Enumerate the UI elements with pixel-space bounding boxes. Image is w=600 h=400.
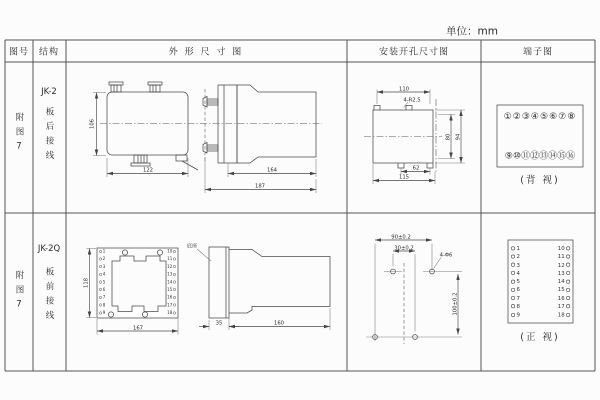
- terminal-row: [511, 278, 570, 284]
- terminal-number: 8: [516, 303, 520, 310]
- row2-wiring: 板前接线: [44, 267, 54, 325]
- row1-figure-no: 附图7: [14, 112, 24, 158]
- dim-width-122: 122: [142, 167, 153, 173]
- terminal-dot: [511, 263, 515, 267]
- header-figure-no: 图号: [8, 47, 30, 58]
- terminal-dot: [566, 304, 570, 308]
- terminal-dot: [566, 313, 570, 317]
- terminal-dot: [566, 271, 570, 275]
- terminal-dot: [173, 257, 176, 260]
- terminal-row-bottom: ⑨⑩⑪⑫⑬⑭⑮⑯: [504, 151, 576, 162]
- terminal-number: 3: [516, 261, 520, 268]
- terminal-dot: [99, 296, 102, 299]
- jk2-side-view: [203, 85, 316, 193]
- terminal-dot: [511, 279, 515, 283]
- dim-height-106: 106: [88, 118, 95, 130]
- terminal-item: [99, 311, 112, 316]
- terminal-dot: [511, 313, 515, 317]
- front-terminal-column-left: [99, 249, 112, 315]
- slot-note-4-r2.5: 4-R2.5: [403, 96, 421, 103]
- terminal-number: 15: [557, 286, 565, 293]
- terminal-dot: [173, 250, 176, 253]
- terminal-dot: [99, 311, 102, 314]
- terminal-row: [511, 270, 570, 276]
- hole-note-4-phi6: 4-Φ6: [439, 251, 453, 258]
- terminal-number: 18: [167, 310, 173, 315]
- dim-depth-164: 164: [266, 167, 278, 173]
- row2-model: JK-2Q: [37, 244, 61, 254]
- terminal-dot: [173, 281, 176, 284]
- terminal-number: 11: [557, 253, 565, 260]
- terminal-item: [157, 264, 176, 269]
- terminal-dot: [173, 304, 176, 307]
- dim-94: 94: [455, 133, 461, 140]
- terminal-number: 7: [102, 295, 106, 300]
- terminal-item: [157, 311, 176, 316]
- dim-90: 90±0.2: [391, 233, 411, 240]
- terminal-item: [157, 280, 176, 285]
- terminal-dot: [99, 273, 102, 276]
- dim-30: 30±0.2: [394, 244, 414, 251]
- terminal-number: 1: [516, 245, 520, 252]
- terminal-item: [99, 272, 112, 277]
- terminal-dot: [511, 254, 515, 258]
- terminal-number: 7: [516, 294, 520, 302]
- terminal-number: 8: [102, 302, 106, 308]
- terminal-number: 9: [516, 311, 520, 318]
- terminal-row: [511, 287, 570, 293]
- terminal-row-top: ①②③④⑤⑥⑦⑧: [503, 112, 577, 122]
- terminal-item: [99, 303, 112, 308]
- view-label-front: (正 视): [520, 332, 560, 343]
- terminal-number: 6: [516, 286, 520, 293]
- terminal-number: 4: [516, 269, 520, 277]
- header-mounting-drawing: 安装开孔尺寸图: [378, 47, 450, 58]
- terminal-number: 1: [102, 249, 106, 254]
- terminal-number: 3: [102, 264, 106, 269]
- terminal-dot: [511, 304, 515, 308]
- terminal-number: 14: [167, 279, 173, 285]
- terminal-number: 16: [557, 294, 565, 302]
- terminal-number: 2: [516, 253, 520, 260]
- terminal-item: [157, 257, 176, 262]
- unit-label: 单位：mm: [446, 25, 498, 38]
- terminal-row: [511, 312, 570, 318]
- terminal-row: [511, 295, 570, 301]
- terminal-dot: [99, 265, 102, 268]
- header-outline-drawing: 外 形 尺 寸 图: [168, 47, 244, 58]
- terminal-number: 15: [167, 287, 173, 292]
- terminal-item: [157, 287, 176, 292]
- dim-80: 80: [445, 133, 451, 140]
- header-terminal-drawing: 端子图: [522, 47, 554, 58]
- terminal-number: 10: [167, 249, 173, 254]
- dim-height-118: 118: [82, 277, 89, 289]
- terminal-dot: [566, 254, 570, 258]
- front-terminal-column-right: [157, 249, 176, 315]
- terminal-dot: [511, 296, 515, 300]
- dim-depth-187: 187: [254, 183, 266, 189]
- terminal-dot: [511, 271, 515, 275]
- terminal-dot: [566, 263, 570, 267]
- dim-width-167: 167: [132, 324, 143, 331]
- terminal-number: 13: [557, 269, 565, 277]
- jk2q-terminal-grid: [511, 245, 570, 318]
- row1-model: JK-2: [41, 87, 57, 97]
- terminal-item: [99, 295, 112, 300]
- terminal-item: [157, 249, 176, 254]
- terminal-item: [99, 287, 112, 292]
- terminal-number: 6: [102, 287, 106, 292]
- jk2-front-view: [93, 82, 322, 177]
- terminal-dot: [173, 265, 176, 268]
- table-grid: [5, 40, 595, 371]
- base-label: 底座: [186, 242, 198, 249]
- terminal-number: 12: [167, 264, 173, 269]
- terminal-number: 17: [167, 302, 173, 308]
- dim-110: 110: [398, 85, 409, 92]
- terminal-dot: [566, 246, 570, 250]
- terminal-item: [99, 264, 112, 269]
- terminal-dot: [99, 288, 102, 291]
- terminal-number: 16: [167, 295, 173, 300]
- terminal-dot: [99, 250, 102, 253]
- terminal-row: [511, 262, 570, 268]
- terminal-dot: [173, 288, 176, 291]
- terminal-number: 18: [557, 311, 565, 318]
- dim-35: 35: [215, 319, 223, 326]
- terminal-dot: [173, 273, 176, 276]
- terminal-item: [99, 257, 112, 262]
- terminal-dot: [566, 296, 570, 300]
- terminal-dot: [99, 257, 102, 260]
- row1-wiring: 板后接线: [44, 107, 54, 165]
- terminal-dot: [566, 288, 570, 292]
- terminal-number: 11: [167, 256, 173, 262]
- terminal-dot: [566, 279, 570, 283]
- terminal-row: [511, 303, 570, 309]
- terminal-number: 2: [102, 256, 106, 262]
- terminal-dot: [99, 304, 102, 307]
- terminal-row: [511, 253, 570, 259]
- terminal-dot: [173, 311, 176, 314]
- terminal-number: 9: [102, 310, 106, 315]
- row2-figure-no: 附图7: [14, 270, 24, 316]
- terminal-item: [157, 303, 176, 308]
- terminal-number: 14: [557, 278, 565, 285]
- dim-62: 62: [412, 164, 419, 171]
- view-label-rear: (背 视): [520, 175, 560, 186]
- dim-115: 115: [398, 174, 410, 180]
- terminal-row: [511, 245, 570, 251]
- terminal-item: [99, 249, 112, 254]
- terminal-dot: [99, 281, 102, 284]
- terminal-dot: [511, 288, 515, 292]
- jk2q-side-view: [197, 247, 330, 330]
- header-structure: 结构: [38, 47, 60, 58]
- terminal-dot: [511, 246, 515, 250]
- terminal-item: [157, 295, 176, 300]
- dim-160: 160: [273, 319, 285, 326]
- terminal-number: 4: [102, 272, 106, 277]
- terminal-number: 10: [557, 245, 565, 252]
- terminal-number: 5: [102, 279, 106, 285]
- terminal-number: 17: [557, 303, 565, 310]
- terminal-dot: [173, 296, 176, 299]
- terminal-item: [157, 272, 176, 277]
- terminal-item: [99, 280, 112, 285]
- terminal-number: 13: [167, 272, 173, 277]
- terminal-number: 5: [516, 278, 520, 285]
- terminal-number: 12: [557, 261, 565, 268]
- dim-100: 100±0.2: [451, 292, 458, 316]
